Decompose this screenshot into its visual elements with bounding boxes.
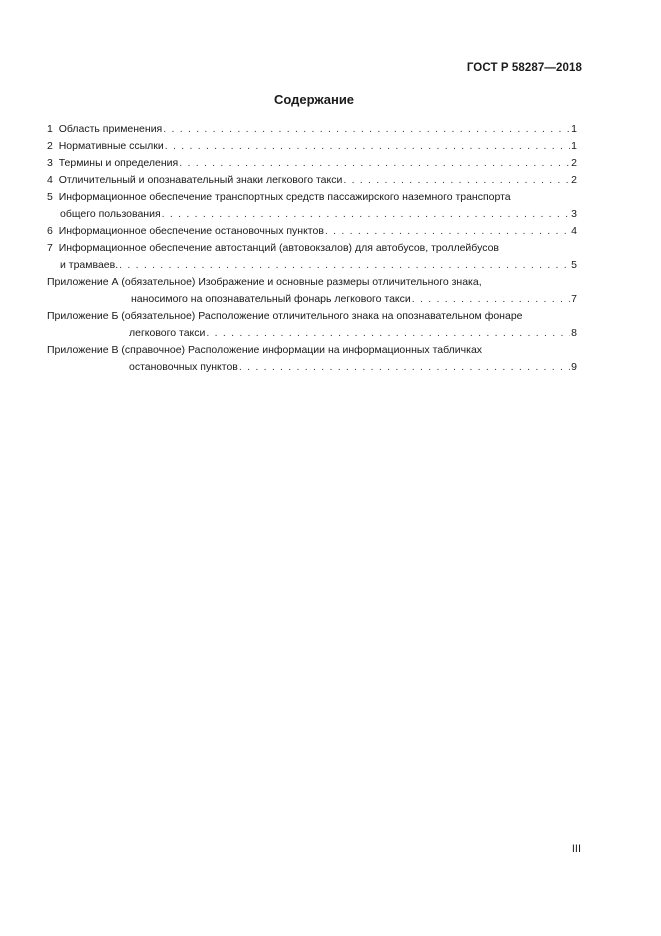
dot-leader	[239, 359, 570, 376]
dot-leader	[165, 138, 570, 155]
toc-entry-title: Нормативные ссылки	[58, 140, 164, 152]
toc-entry-1[interactable]	[47, 121, 577, 138]
toc-entry-title: Приложение А (обязательное) Изображение и основные размеры отличительного знака,	[47, 276, 482, 288]
toc-entry-title: Информационное обеспечение транспортных средств пассажирского наземного транспорта	[58, 191, 511, 203]
toc-entry-title: Информационное обеспечение остановочных пунктов	[58, 225, 324, 237]
dot-leader	[343, 172, 570, 189]
dot-leader	[163, 121, 570, 138]
toc-entry-appendix-v[interactable]	[47, 342, 577, 376]
document-code: ГОСТ Р 58287—2018	[466, 62, 582, 74]
table-of-contents	[47, 121, 577, 376]
toc-entry-title-continuation: остановочных пунктов	[129, 361, 238, 373]
toc-entry-2[interactable]	[47, 138, 577, 155]
toc-entry-number: 2	[47, 140, 53, 152]
toc-entry-6[interactable]	[47, 223, 577, 240]
toc-entry-page: 2	[571, 174, 577, 186]
toc-entry-5[interactable]	[47, 189, 577, 223]
toc-entry-title: Приложение Б (обязательное) Расположение отличительного знака на опознавательном фонаре	[47, 310, 523, 322]
toc-entry-3[interactable]	[47, 155, 577, 172]
toc-entry-page: 5	[571, 259, 577, 271]
toc-entry-appendix-a[interactable]	[47, 274, 577, 308]
toc-entry-page: 4	[571, 225, 577, 237]
toc-entry-appendix-b[interactable]	[47, 308, 577, 342]
toc-entry-page: 7	[571, 293, 577, 305]
toc-entry-title: Информационное обеспечение автостанций (автовокзалов) для автобусов, троллейбусов	[58, 242, 499, 254]
toc-entry-title-continuation: и трамваев.	[60, 259, 119, 271]
dot-leader	[325, 223, 570, 240]
toc-entry-title-continuation: наносимого на опознавательный фонарь легкового такси	[131, 293, 411, 305]
toc-entry-page: 3	[571, 208, 577, 220]
toc-entry-page: 1	[571, 140, 577, 152]
dot-leader	[412, 291, 570, 308]
dot-leader	[179, 155, 570, 172]
toc-entry-title-continuation: общего пользования	[60, 208, 161, 220]
toc-entry-number: 5	[47, 191, 53, 203]
toc-entry-title: Приложение В (справочное) Расположение информации на информационных табличках	[47, 344, 483, 356]
toc-entry-number: 6	[47, 225, 53, 237]
toc-entry-number: 4	[47, 174, 53, 186]
toc-entry-number: 7	[47, 242, 53, 254]
toc-entry-page: 2	[571, 157, 577, 169]
toc-entry-4[interactable]	[47, 172, 577, 189]
dot-leader	[119, 257, 570, 274]
toc-entry-7[interactable]	[47, 240, 577, 274]
dot-leader	[162, 206, 571, 223]
toc-entry-number: 3	[47, 157, 53, 169]
toc-entry-title: Область применения	[58, 123, 163, 135]
toc-entry-page: 1	[571, 123, 577, 135]
toc-entry-page: 9	[571, 361, 577, 373]
toc-entry-title-continuation: легкового такси	[129, 327, 206, 339]
toc-entry-title: Отличительный и опознавательный знаки легкового такси	[58, 174, 343, 186]
toc-entry-number: 1	[47, 123, 53, 135]
page-number: III	[571, 843, 581, 855]
toc-entry-page: 8	[571, 327, 577, 339]
dot-leader	[206, 325, 570, 342]
toc-title: Содержание	[273, 92, 355, 107]
toc-entry-title: Термины и определения	[58, 157, 179, 169]
